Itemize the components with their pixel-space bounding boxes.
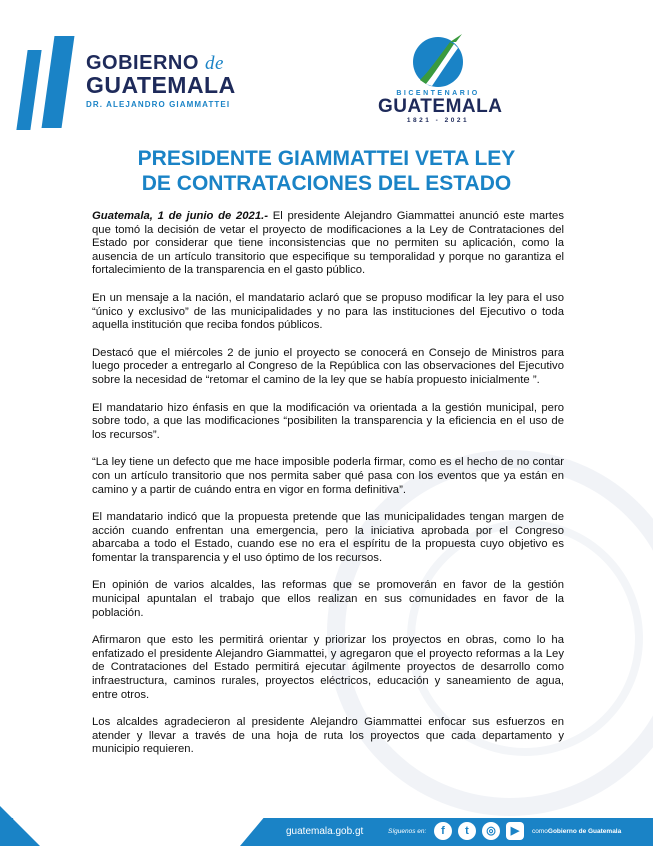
bicentenario-logo: BICENTENARIO GUATEMALA 1821 - 2021: [378, 30, 498, 124]
youtube-icon[interactable]: ▶: [506, 822, 524, 840]
government-logo: GOBIERNO de GUATEMALA DR. ALEJANDRO GIAMMATTEI: [86, 52, 236, 109]
dateline: Guatemala, 1 de junio de 2021.-: [92, 210, 269, 222]
paragraph-4: El mandatario hizo énfasis en que la modificación va orientada a la gestión municipal, pero sobre todo, a que las modificaciones “posibiliten la transparencia y la eficiencia en el uso de los recursos”.: [92, 401, 564, 441]
letterhead: [0, 0, 653, 140]
follow-us-label: Síguenos en:: [388, 828, 427, 835]
paragraph-7: En opinión de varios alcaldes, las reformas que se promoverán en favor de la gestión municipal apuntalan el trabajo que ellos realizan en sus comunidades en favor de la población.: [92, 579, 564, 619]
footer-bar: [0, 818, 653, 846]
social-handle: comoGobierno de Guatemala: [532, 828, 622, 835]
paragraph-3: Destacó que el miércoles 2 de junio el proyecto se conocerá en Consejo de Ministros para luego proceder a entregarlo al Congreso de la República con las observaciones del Ejecutivo sobre la necesidad de “retomar el camino de la ley que se había propuesto inicialmente ”.: [92, 346, 564, 386]
website-link[interactable]: guatemala.gob.gt: [286, 826, 364, 837]
press-release-body: [92, 210, 564, 771]
paragraph-6: El mandatario indicó que la propuesta pretende que las municipalidades tengan margen de acción cuando enfrentan una emergencia, pero la iniciativa aprobada por el Congreso abarcaba a todo el Estado, cuando ese no era el espíritu de la propuesta cuyo objetivo es fomentar la transparencia y el uso óptimo de los recursos.: [92, 511, 564, 564]
instagram-icon[interactable]: ◎: [482, 822, 500, 840]
paragraph-2: En un mensaje a la nación, el mandatario aclaró que se propuso modificar la ley para el uso “único y exclusivo” de las municipalidades y no para las instituciones del Ejecutivo o toda aquella institución que reciba fondos públicos.: [92, 291, 564, 332]
paragraph-9: Los alcaldes agradecieron al presidente Alejandro Giammattei enfocar sus esfuerzos en atender y llevar a través de una hoja de ruta los proyectos que cada departamento y municipio requieren.: [92, 716, 564, 756]
press-release-title: PRESIDENTE GIAMMATTEI VETA LEY DE CONTRATACIONES DEL ESTADO: [137, 147, 516, 195]
paragraph-8: Afirmaron que esto les permitirá orientar y priorizar los proyectos en obras, como lo ha enfatizado el presidente Alejandro Giammattei, y agregaron que el proyecto reformas a la Ley de Contrataciones del Estado permitirá ejecutar ágilmente proyectos de desarrollo como infraestructura, caminos rurales, proyectos eléctricos, educación y saneamiento de agua, entre otros.: [92, 634, 564, 701]
paragraph-5: “La ley tiene un defecto que me hace imposible poderla firmar, como es el hecho de no contar con un artículo transitorio que nos permita saber qué pasa con los eventos que ya están en camino y a partir de cuándo entra en vigor en forma definitiva”.: [92, 456, 564, 496]
twitter-icon[interactable]: t: [458, 822, 476, 840]
bicentenario-emblem-icon: [406, 30, 470, 88]
facebook-icon[interactable]: f: [434, 822, 452, 840]
paragraph-1: Guatemala, 1 de junio de 2021.- El presidente Alejandro Giammattei anunció este martes que tomó la decisión de vetar el proyecto de modificaciones a la Ley de Contrataciones del Estado por considerar que tiene inconsistencias que no permiten su aplicación, como la ausencia de un artículo transitorio que especifique su temporalidad y porque no garantiza el fortalecimiento de la transparencia en el gasto público.: [92, 210, 564, 277]
